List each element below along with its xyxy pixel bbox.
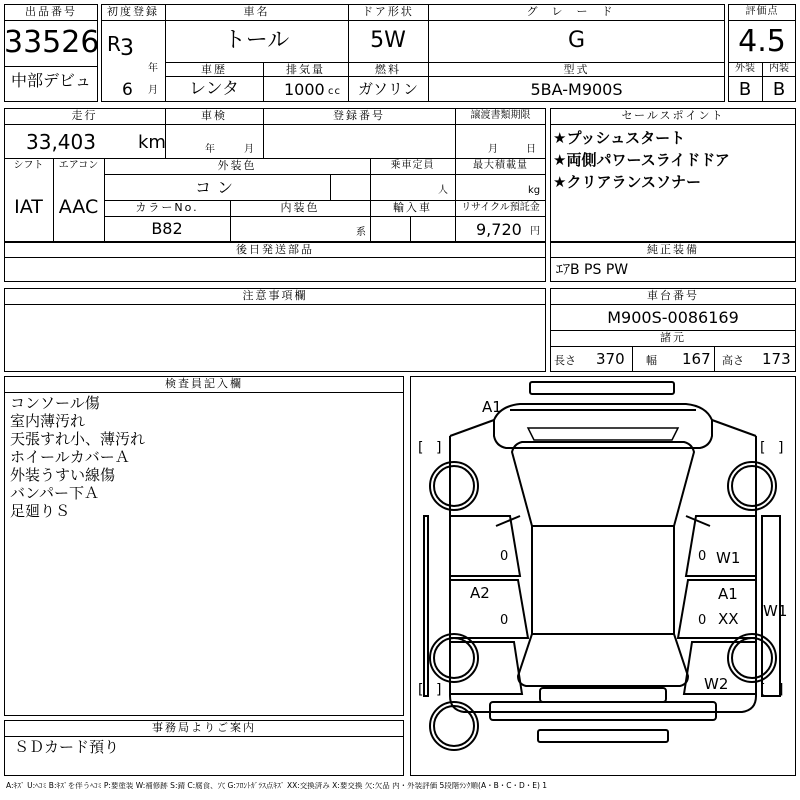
inspector-note-3: 天張すれ小、薄汚れ bbox=[10, 430, 146, 448]
length: 370 bbox=[596, 350, 625, 368]
chassis-label: 車台番号 bbox=[647, 289, 699, 302]
car-name: トール bbox=[223, 28, 290, 53]
inspection-label: 車検 bbox=[201, 109, 227, 122]
model-code-label: 型式 bbox=[563, 63, 590, 76]
reg-no-label: 登録番号 bbox=[333, 109, 385, 122]
shift: IAT bbox=[14, 196, 43, 218]
month-unit: 月 bbox=[148, 85, 159, 96]
fuel-label: 燃料 bbox=[375, 63, 401, 76]
exterior-label: 外装 bbox=[735, 63, 755, 74]
width: 167 bbox=[682, 350, 711, 368]
sales-point-2: ★両側パワースライドドア bbox=[553, 151, 730, 169]
inspector-note-1: コンソール傷 bbox=[10, 394, 100, 412]
kg-unit: kg bbox=[528, 185, 541, 196]
import-label: 輸入車 bbox=[393, 201, 432, 214]
inspector-note-5: 外装うすい線傷 bbox=[10, 466, 116, 484]
max-load-label: 最大積載量 bbox=[473, 160, 528, 171]
mark-w1-side: W1 bbox=[763, 602, 788, 620]
history: レンタ bbox=[189, 79, 239, 99]
recycle-label: リサイクル預託金 bbox=[461, 202, 540, 213]
kei-unit: 系 bbox=[356, 227, 367, 238]
interior-grade: B bbox=[772, 79, 786, 100]
length-label: 長さ bbox=[554, 354, 576, 367]
person-unit: 人 bbox=[438, 185, 449, 196]
office-label: 事務局よりご案内 bbox=[152, 721, 256, 734]
mileage: 33,403 bbox=[26, 130, 96, 154]
transfer-deadline-label: 譲渡書類期限 bbox=[470, 110, 531, 121]
km-unit: km bbox=[138, 132, 166, 153]
displacement-label: 排気量 bbox=[286, 63, 325, 76]
svg-text:[: [ bbox=[760, 440, 766, 456]
color-no-label: カラーNo. bbox=[135, 201, 199, 214]
era: R bbox=[107, 32, 121, 56]
cc-unit: cc bbox=[328, 86, 341, 97]
recycle-fee: 9,720 bbox=[476, 220, 522, 239]
ext-color: コン bbox=[194, 178, 239, 197]
sales-point-1: ★プッシュスタート bbox=[553, 129, 686, 147]
exterior-grade: B bbox=[738, 79, 752, 100]
notes-label: 注意事項欄 bbox=[242, 289, 308, 302]
lot-number-label: 出品番号 bbox=[25, 5, 77, 18]
sales-points-label: セールスポイント bbox=[621, 109, 725, 122]
history-label: 車歴 bbox=[201, 63, 227, 76]
inspector-note-6: バンパー下Ａ bbox=[10, 484, 99, 502]
footer-legend: A:ｷｽﾞ U:ﾍｺﾐ B:ｷｽﾞを伴うﾍｺﾐ P:要塗装 W:補修跡 S:錆 C:腐食、穴 G:ﾌﾛﾝﾄｶﾞﾗｽ点ｷｽﾞ XX:交換済み X:要交換 欠:欠品 内・外装評価 5段階ﾗﾝｸ順(A・B・C・D・E) 1 bbox=[6, 782, 548, 790]
car-diagram bbox=[410, 376, 796, 776]
insp-year-unit: 年 bbox=[205, 144, 216, 155]
model-code: 5BA-M900S bbox=[530, 80, 623, 99]
specs-label: 諸元 bbox=[660, 331, 686, 344]
svg-text:[: [ bbox=[418, 440, 424, 456]
inspector-note-7: 足廻りＳ bbox=[10, 502, 71, 520]
genuine-equipment: ｴｱB PS PW bbox=[556, 262, 629, 278]
shift-label: シフト bbox=[13, 160, 44, 171]
mark-zero-3: 0 bbox=[500, 613, 509, 628]
aircon-label: エアコン bbox=[58, 160, 99, 171]
lot-number: 33526 bbox=[4, 25, 100, 60]
insp-month-unit: 月 bbox=[244, 144, 255, 155]
color-no: B82 bbox=[151, 219, 183, 238]
inspector-note-2: 室内薄汚れ bbox=[10, 412, 86, 430]
mark-a1-right: A1 bbox=[718, 585, 738, 603]
svg-text:[: [ bbox=[760, 682, 766, 698]
mark-w1-right: W1 bbox=[716, 549, 741, 567]
vehicle-details-grid bbox=[4, 108, 546, 242]
svg-text:[: [ bbox=[418, 682, 424, 698]
venue-name: 中部デビュ bbox=[10, 71, 91, 90]
svg-text:]: ] bbox=[778, 682, 784, 698]
mark-w2-right: W2 bbox=[704, 675, 729, 693]
score: 4.5 bbox=[738, 24, 786, 59]
ext-color-label: 外装色 bbox=[217, 159, 257, 172]
doors: 5W bbox=[370, 28, 406, 53]
svg-text:]: ] bbox=[778, 440, 784, 456]
sales-point-3: ★クリアランスソナー bbox=[553, 173, 701, 191]
first-reg-year: 3 bbox=[120, 36, 134, 61]
mark-zero-2: 0 bbox=[698, 549, 707, 564]
svg-text:]: ] bbox=[436, 682, 442, 698]
score-label: 評価点 bbox=[745, 6, 779, 17]
fuel: ガソリン bbox=[357, 80, 418, 98]
genuine-label: 純正装備 bbox=[647, 243, 699, 256]
mark-a2-left: A2 bbox=[470, 584, 490, 602]
mark-xx-right: XX bbox=[718, 610, 739, 628]
office-note: ＳＤカード預り bbox=[14, 738, 120, 756]
height: 173 bbox=[762, 350, 791, 368]
mark-zero-4: 0 bbox=[698, 613, 707, 628]
aircon: AAC bbox=[58, 196, 99, 218]
first-reg-month: 6 bbox=[122, 80, 133, 100]
grade-label: グレード bbox=[526, 5, 627, 18]
inspector-label: 検査員記入欄 bbox=[165, 377, 243, 390]
chassis-number: M900S-0086169 bbox=[607, 308, 739, 327]
grade: G bbox=[567, 28, 586, 53]
mark-a1-top: A1 bbox=[482, 398, 502, 416]
deadline-month-unit: 月 bbox=[488, 144, 499, 155]
inspector-note-4: ホイールカバーＡ bbox=[10, 448, 130, 466]
car-name-label: 車名 bbox=[243, 5, 270, 18]
svg-text:]: ] bbox=[436, 440, 442, 456]
interior-label: 内装 bbox=[769, 63, 789, 74]
first-reg-label: 初度登録 bbox=[107, 5, 159, 18]
int-color-label: 内装色 bbox=[280, 201, 320, 214]
capacity-label: 乗車定員 bbox=[390, 160, 435, 171]
width-label: 幅 bbox=[646, 354, 658, 367]
deadline-day-unit: 日 bbox=[526, 144, 537, 155]
door-label: ドア形状 bbox=[362, 5, 414, 18]
height-label: 高さ bbox=[722, 354, 744, 367]
displacement: 1000 bbox=[284, 80, 325, 99]
mark-zero-1: 0 bbox=[500, 549, 509, 564]
year-unit: 年 bbox=[148, 63, 159, 74]
yen-unit: 円 bbox=[530, 226, 541, 237]
later-parts-label: 後日発送部品 bbox=[236, 243, 314, 256]
mileage-label: 走行 bbox=[71, 109, 98, 122]
